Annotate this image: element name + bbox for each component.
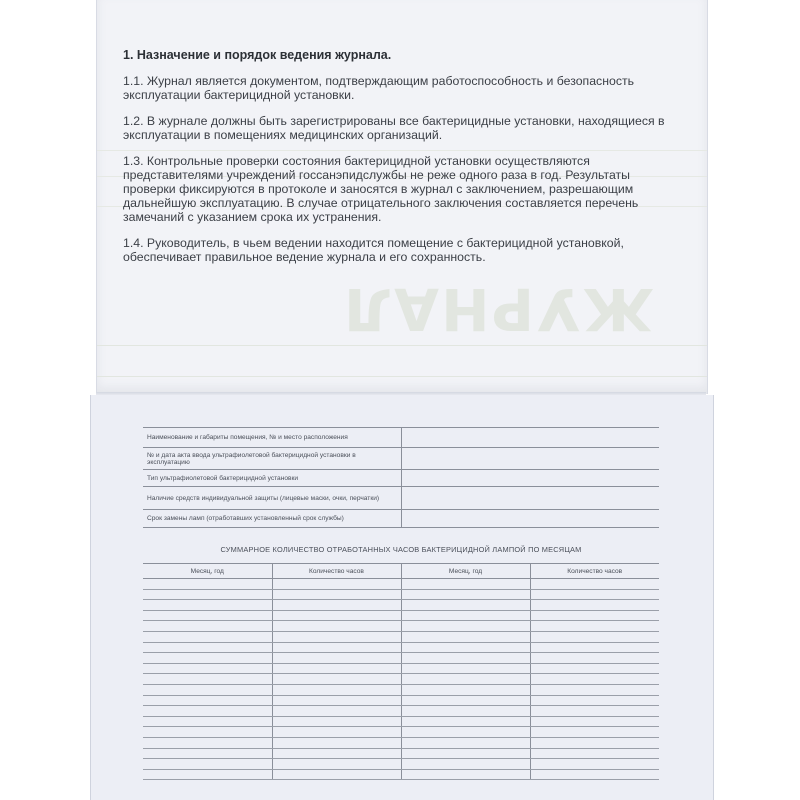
month-cell[interactable] <box>401 631 530 642</box>
paragraph-1-3: 1.3. Контрольные проверки состояния бактерицидной установки осуществляются представителями учреждений госсанэпидслужбы не реже одного раза в год. Результаты проверки фиксируются в протоколе и заносятся в журнал с заключением, разрешающим дальнейшую эксплуатацию. В случае отрицательного заключения составляется перечень замечаний с указанием срока их устранения. <box>123 154 639 224</box>
table-row <box>143 727 659 738</box>
hours-cell[interactable] <box>272 727 401 738</box>
month-cell[interactable] <box>401 610 530 621</box>
month-cell[interactable] <box>143 748 272 759</box>
column-header-month: Месяц, год <box>401 564 530 579</box>
month-cell[interactable] <box>401 600 530 611</box>
info-value-field[interactable] <box>402 428 660 448</box>
month-cell[interactable] <box>401 695 530 706</box>
month-cell[interactable] <box>143 579 272 590</box>
month-cell[interactable] <box>143 706 272 717</box>
hours-cell[interactable] <box>530 579 659 590</box>
paragraph-1-1: 1.1. Журнал является документом, подтверждающим работоспособность и безопасность эксплуатации бактерицидной установки. <box>123 74 635 102</box>
month-cell[interactable] <box>143 695 272 706</box>
month-cell[interactable] <box>401 589 530 600</box>
table-row <box>143 621 659 632</box>
hours-cell[interactable] <box>272 621 401 632</box>
month-cell[interactable] <box>143 663 272 674</box>
hours-cell[interactable] <box>530 589 659 600</box>
installation-info-table <box>143 427 659 528</box>
month-cell[interactable] <box>143 684 272 695</box>
column-header-hours: Количество часов <box>530 564 659 579</box>
table-row <box>143 684 659 695</box>
hours-cell[interactable] <box>530 610 659 621</box>
hours-cell[interactable] <box>272 695 401 706</box>
month-cell[interactable] <box>401 579 530 590</box>
month-cell[interactable] <box>143 716 272 727</box>
show-through-title: ЖУРНАЛ <box>342 275 654 343</box>
column-header-month: Месяц, год <box>143 564 272 579</box>
hours-cell[interactable] <box>272 674 401 685</box>
hours-cell[interactable] <box>530 653 659 664</box>
section-heading: 1. Назначение и порядок ведения журнала. <box>123 48 392 62</box>
summary-title: СУММАРНОЕ КОЛИЧЕСТВО ОТРАБОТАННЫХ ЧАСОВ БАКТЕРИЦИДНОЙ ЛАМПОЙ ПО МЕСЯЦАМ <box>220 545 582 554</box>
table-header-row <box>143 564 659 579</box>
column-header-hours: Количество часов <box>272 564 401 579</box>
hours-cell[interactable] <box>530 621 659 632</box>
hours-cell[interactable] <box>272 759 401 770</box>
table-row <box>143 716 659 727</box>
month-cell[interactable] <box>401 621 530 632</box>
month-cell[interactable] <box>143 600 272 611</box>
hours-table-body <box>143 579 659 780</box>
table-row <box>143 759 659 770</box>
hours-cell[interactable] <box>530 727 659 738</box>
table-row <box>143 600 659 611</box>
month-cell[interactable] <box>143 610 272 621</box>
show-through-band <box>97 345 707 377</box>
month-cell[interactable] <box>143 621 272 632</box>
table-row <box>143 428 659 448</box>
table-row <box>143 663 659 674</box>
info-value-field[interactable] <box>402 510 660 528</box>
hours-cell[interactable] <box>530 706 659 717</box>
info-label: Срок замены ламп (отработавших установленный срок службы) <box>143 510 402 528</box>
month-cell[interactable] <box>143 631 272 642</box>
table-row <box>143 674 659 685</box>
month-cell[interactable] <box>143 727 272 738</box>
info-value-field[interactable] <box>402 448 660 470</box>
hours-cell[interactable] <box>530 663 659 674</box>
info-label: Наименование и габариты помещения, № и место расположения <box>143 428 402 448</box>
month-cell[interactable] <box>401 716 530 727</box>
hours-cell[interactable] <box>272 600 401 611</box>
paragraph-1-4: 1.4. Руководитель, в чьем ведении находится помещение с бактерицидной установкой, обеспечивает правильное ведение журнала и его сохранность. <box>123 236 624 264</box>
month-cell[interactable] <box>143 769 272 780</box>
hours-cell[interactable] <box>272 653 401 664</box>
table-row <box>143 448 659 470</box>
info-label: № и дата акта ввода ультрафиолетовой бактерицидной установки в эксплуатацию <box>143 448 402 470</box>
hours-cell[interactable] <box>530 600 659 611</box>
table-row <box>143 631 659 642</box>
month-cell[interactable] <box>401 759 530 770</box>
table-row <box>143 510 659 528</box>
hours-cell[interactable] <box>272 737 401 748</box>
month-cell[interactable] <box>143 737 272 748</box>
info-value-field[interactable] <box>402 487 660 510</box>
month-cell[interactable] <box>143 642 272 653</box>
month-cell[interactable] <box>143 674 272 685</box>
month-cell[interactable] <box>143 653 272 664</box>
month-cell[interactable] <box>401 663 530 674</box>
month-cell[interactable] <box>401 727 530 738</box>
hours-cell[interactable] <box>530 674 659 685</box>
hours-cell[interactable] <box>530 737 659 748</box>
instructions-section <box>123 48 683 276</box>
month-cell[interactable] <box>401 653 530 664</box>
table-row <box>143 589 659 600</box>
hours-cell[interactable] <box>530 716 659 727</box>
table-row <box>143 706 659 717</box>
month-cell[interactable] <box>401 737 530 748</box>
paragraph-1-2: 1.2. В журнале должны быть зарегистрированы все бактерицидные установки, находящиеся в эксплуатации в помещениях медицинских организаций. <box>123 114 665 142</box>
hours-cell[interactable] <box>272 706 401 717</box>
month-cell[interactable] <box>401 748 530 759</box>
table-row <box>143 695 659 706</box>
hours-cell[interactable] <box>272 642 401 653</box>
hours-cell[interactable] <box>530 642 659 653</box>
hours-cell[interactable] <box>530 769 659 780</box>
table-row <box>143 653 659 664</box>
month-cell[interactable] <box>401 706 530 717</box>
hours-cell[interactable] <box>272 769 401 780</box>
hours-cell[interactable] <box>272 663 401 674</box>
hours-cell[interactable] <box>530 748 659 759</box>
hours-cell[interactable] <box>272 748 401 759</box>
hours-cell[interactable] <box>272 589 401 600</box>
upper-page <box>96 0 708 394</box>
hours-cell[interactable] <box>530 684 659 695</box>
month-cell[interactable] <box>401 674 530 685</box>
hours-cell[interactable] <box>272 684 401 695</box>
hours-cell[interactable] <box>272 631 401 642</box>
month-cell[interactable] <box>401 769 530 780</box>
lower-page <box>90 395 714 800</box>
hours-cell[interactable] <box>272 610 401 621</box>
table-row <box>143 579 659 590</box>
table-row <box>143 487 659 510</box>
hours-cell[interactable] <box>530 631 659 642</box>
hours-cell[interactable] <box>272 579 401 590</box>
table-row <box>143 642 659 653</box>
hours-cell[interactable] <box>272 716 401 727</box>
table-row <box>143 748 659 759</box>
info-label: Тип ультрафиолетовой бактерицидной установки <box>143 470 402 487</box>
monthly-hours-table <box>143 563 659 780</box>
table-row <box>143 470 659 487</box>
hours-cell[interactable] <box>530 695 659 706</box>
month-cell[interactable] <box>143 759 272 770</box>
table-row <box>143 737 659 748</box>
table-row <box>143 610 659 621</box>
month-cell[interactable] <box>401 642 530 653</box>
month-cell[interactable] <box>143 589 272 600</box>
info-label: Наличие средств индивидуальной защиты (лицевые маски, очки, перчатки) <box>143 487 402 510</box>
hours-cell[interactable] <box>530 759 659 770</box>
table-row <box>143 769 659 780</box>
info-value-field[interactable] <box>402 470 660 487</box>
month-cell[interactable] <box>401 684 530 695</box>
